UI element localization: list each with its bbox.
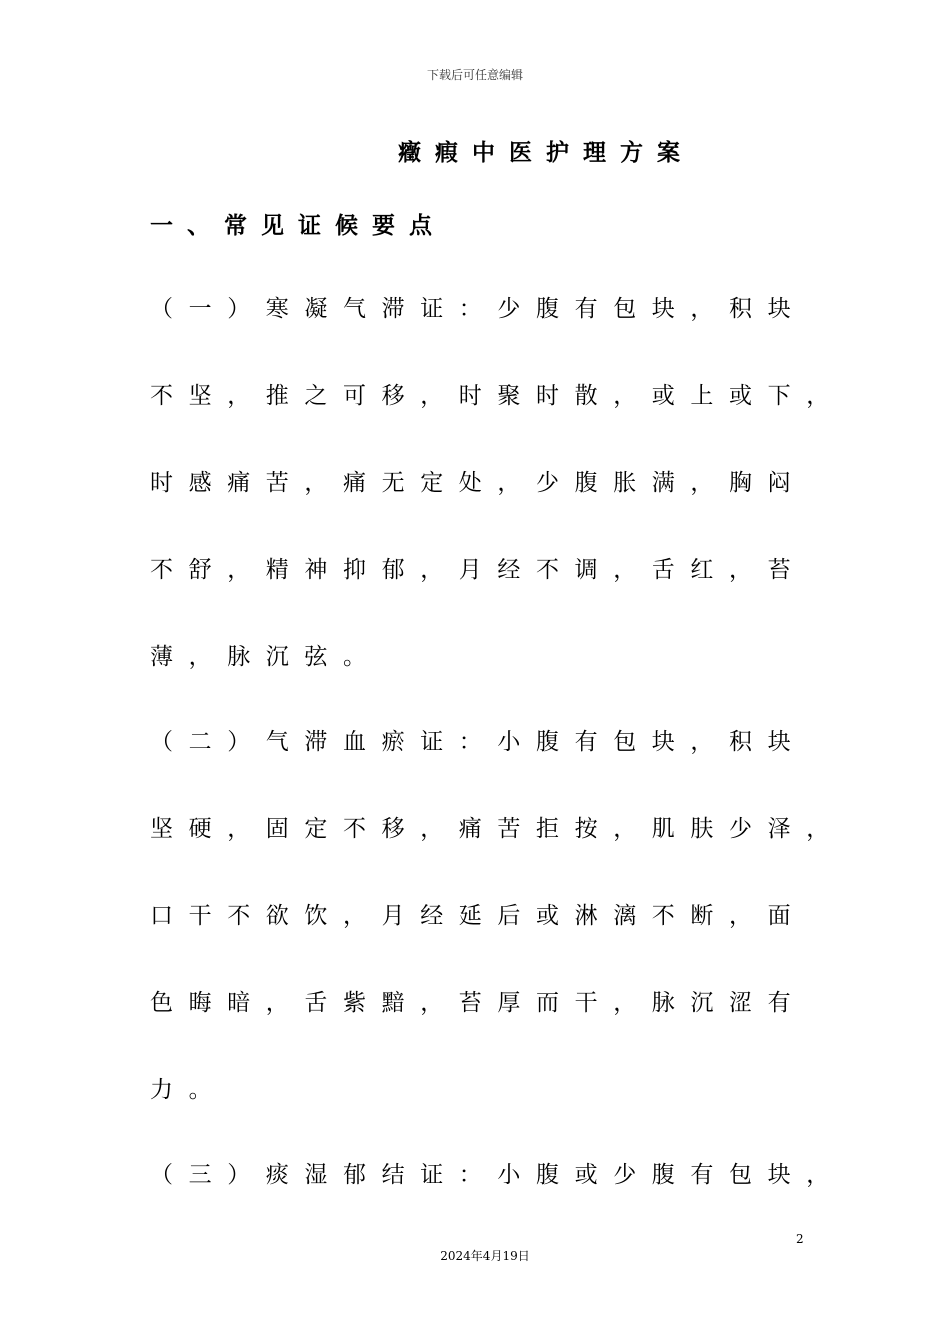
page-number: 2 bbox=[796, 1232, 804, 1246]
section-heading: 一、常见证候要点 bbox=[150, 213, 446, 239]
body-line: 不坚，推之可移，时聚时散，或上或下， bbox=[150, 383, 845, 409]
footer-date: 2024年4月19日 bbox=[440, 1249, 530, 1263]
body-line: （二）气滞血瘀证：小腹有包块，积块 bbox=[150, 729, 807, 755]
body-line: 不舒，精神抑郁，月经不调，舌红，苔 bbox=[150, 557, 807, 583]
body-line: （三）痰湿郁结证：小腹或少腹有包块， bbox=[150, 1162, 845, 1188]
body-line: 力。 bbox=[150, 1077, 228, 1103]
body-line: 薄，脉沉弦。 bbox=[150, 644, 382, 670]
body-line: 口干不欲饮，月经延后或淋漓不断，面 bbox=[150, 903, 807, 929]
body-line: 坚硬，固定不移，痛苦拒按，肌肤少泽， bbox=[150, 816, 845, 842]
header-note: 下载后可任意编辑 bbox=[426, 68, 523, 82]
body-line: （一）寒凝气滞证：少腹有包块，积块 bbox=[150, 296, 807, 322]
body-line: 色晦暗，舌紫黯，苔厚而干，脉沉涩有 bbox=[150, 990, 807, 1016]
document-title: 癥瘕中医护理方案 bbox=[398, 140, 694, 166]
body-line: 时感痛苦，痛无定处，少腹胀满，胸闷 bbox=[150, 470, 807, 496]
